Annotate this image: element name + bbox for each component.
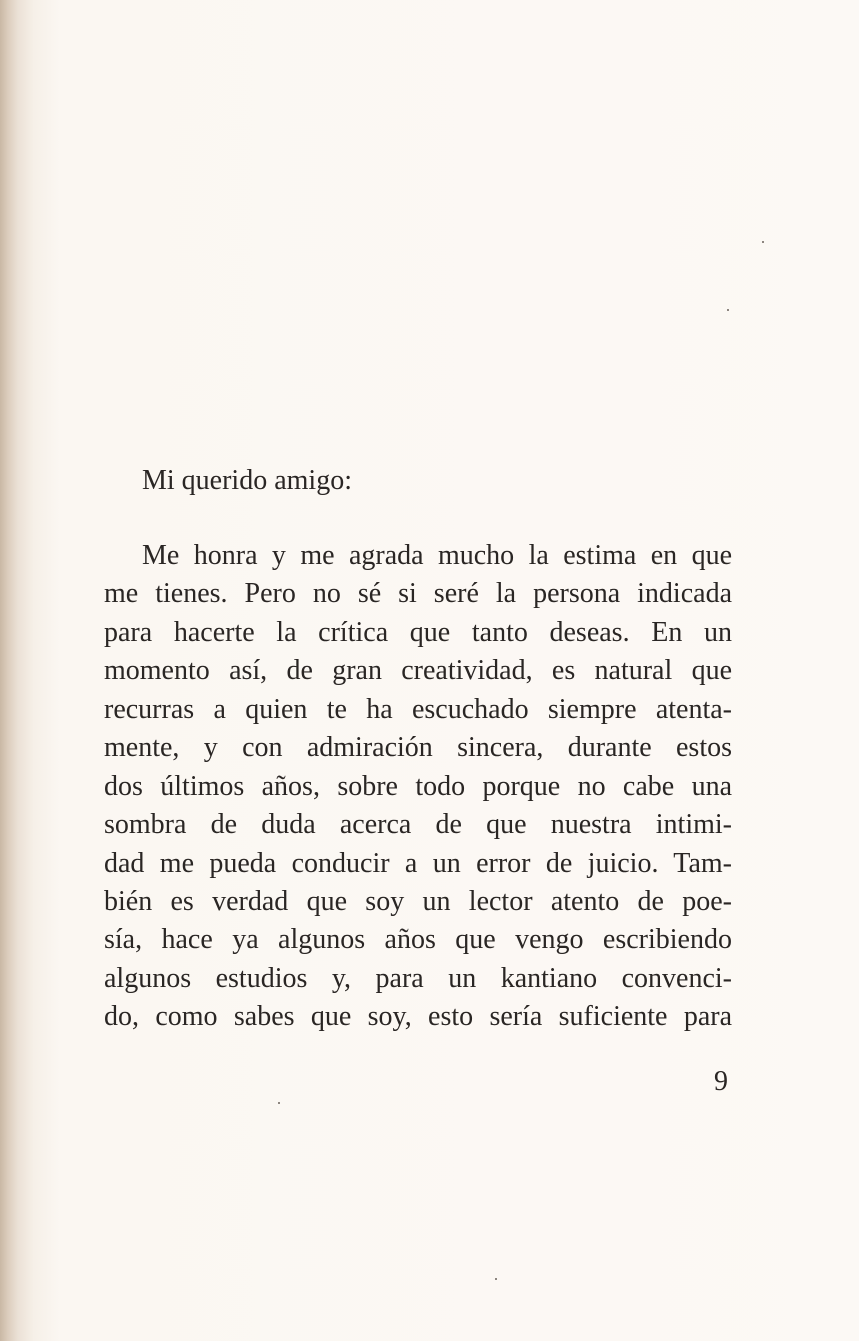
paper-speck: [762, 241, 764, 243]
text-line: Me honra y me agrada mucho la estima en que: [142, 540, 732, 571]
letter-body: [104, 537, 732, 1037]
text-line: recurras a quien te ha escuchado siempre atenta-: [104, 693, 732, 725]
paper-speck: [727, 309, 729, 311]
text-line: algunos estudios y, para un kantiano convenci-: [104, 962, 732, 994]
text-line: sombra de duda acerca de que nuestra intimi-: [104, 809, 732, 841]
text-line: me tienes. Pero no sé si seré la persona indicada: [104, 578, 732, 610]
page-number: 9: [714, 1066, 728, 1097]
text-line: do, como sabes que soy, esto sería suficiente para: [104, 1001, 732, 1033]
text-line: mente, y con admiración sincera, durante estos: [104, 732, 732, 764]
salutation: Mi querido amigo:: [142, 465, 352, 496]
text-line: momento así, de gran creatividad, es natural que: [104, 655, 732, 687]
text-line: dos últimos años, sobre todo porque no cabe una: [104, 770, 732, 802]
text-line: para hacerte la crítica que tanto deseas. En un: [104, 616, 732, 648]
text-line: dad me pueda conducir a un error de juicio. Tam-: [104, 847, 732, 879]
text-line: sía, hace ya algunos años que vengo escribiendo: [104, 924, 732, 956]
text-line: bién es verdad que soy un lector atento de poe-: [104, 885, 732, 917]
paper-speck: [278, 1102, 280, 1104]
paper-speck: [495, 1278, 497, 1280]
